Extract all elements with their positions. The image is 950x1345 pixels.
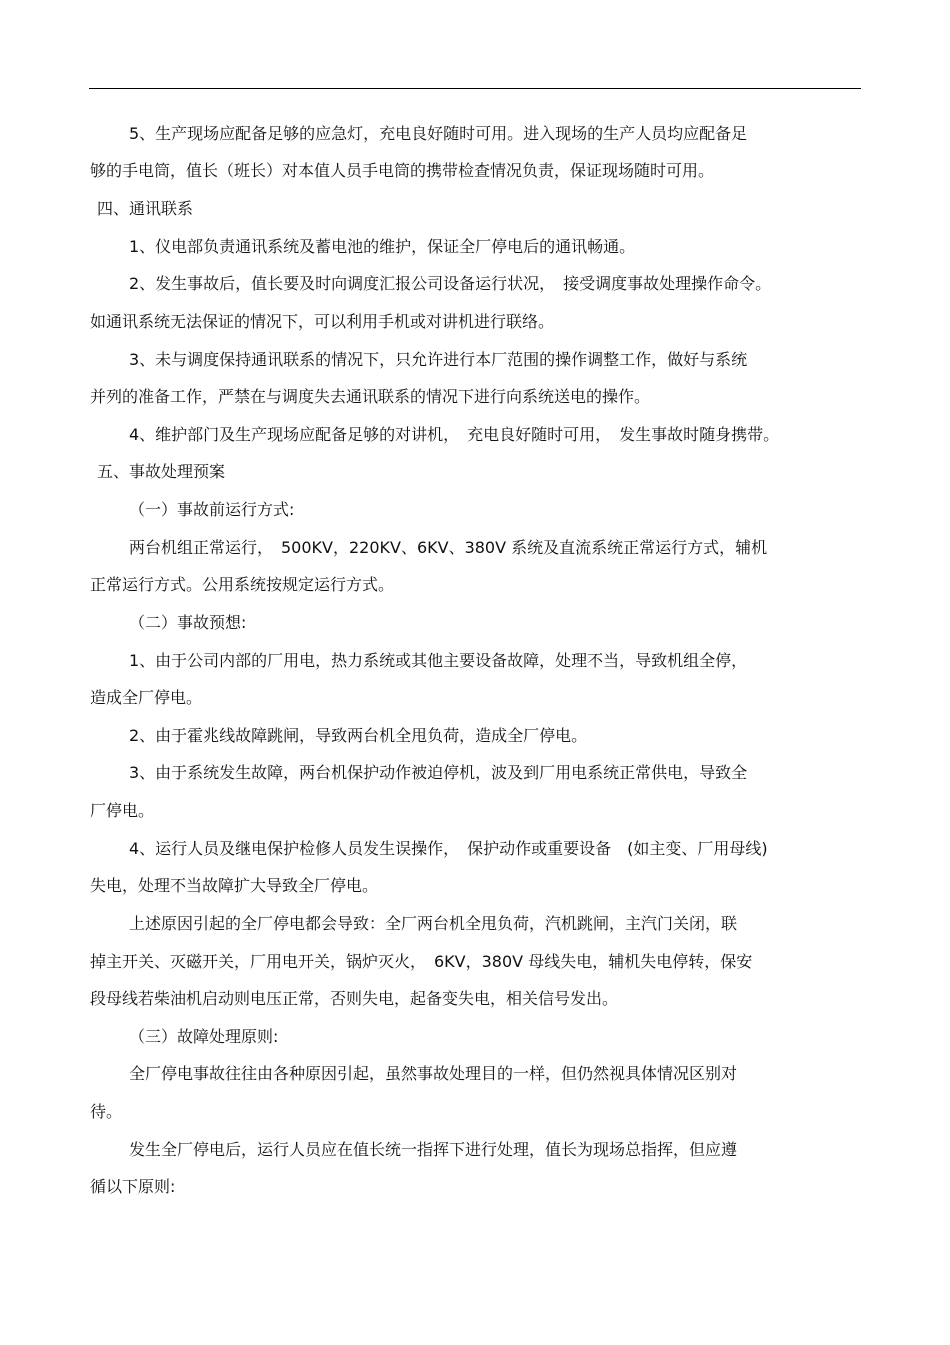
text-line: 上述原因引起的全厂停电都会导致：全厂两台机全甩负荷，汽机跳闸，主汽门关闭，联 (129, 914, 738, 933)
subsection-heading: （一）事故前运行方式: (129, 500, 295, 519)
text-line: 掉主开关、灭磁开关，厂用电开关，锅炉灭火， 6KV，380V 母线失电，辅机失电停转，保安 (90, 952, 753, 971)
text-line: 1、仪电部负责通讯系统及蓄电池的维护，保证全厂停电后的通讯畅通。 (129, 237, 636, 256)
text-line: 4、运行人员及继电保护检修人员发生误操作， 保护动作或重要设备 (如主变、厂用母线) (129, 839, 768, 858)
text-line: 3、由于系统发生故障，两台机保护动作被迫停机，波及到厂用电系统正常供电，导致全 (129, 763, 748, 782)
text-line: 失电，处理不当故障扩大导致全厂停电。 (90, 876, 379, 895)
text-line: 造成全厂停电。 (90, 688, 203, 707)
text-line: 1、由于公司内部的厂用电，热力系统或其他主要设备故障，处理不当，导致机组全停， (129, 651, 748, 670)
text-line: 循以下原则: (90, 1177, 176, 1196)
text-line: 厂停电。 (90, 801, 155, 820)
text-line: 两台机组正常运行， 500KV，220KV、6KV、380V 系统及直流系统正常运行方式，辅机 (129, 538, 768, 557)
text-line: 如通讯系统无法保证的情况下，可以利用手机或对讲机进行联络。 (90, 312, 555, 331)
text-line: 并列的准备工作，严禁在与调度失去通讯联系的情况下进行向系统送电的操作。 (90, 387, 651, 406)
text-line: 发生全厂停电后，运行人员应在值长统一指挥下进行处理，值长为现场总指挥，但应遵 (129, 1140, 738, 1159)
text-line: 2、发生事故后，值长要及时向调度汇报公司设备运行状况， 接受调度事故处理操作命令。 (129, 274, 772, 293)
subsection-heading: （二）事故预想: (129, 613, 247, 632)
header-rule (89, 88, 861, 89)
text-line: 段母线若柴油机启动则电压正常，否则失电，起备变失电，相关信号发出。 (90, 989, 619, 1008)
text-line: 5、生产现场应配备足够的应急灯，充电良好随时可用。进入现场的生产人员均应配备足 (129, 124, 748, 143)
text-line: 3、未与调度保持通讯联系的情况下，只允许进行本厂范围的操作调整工作，做好与系统 (129, 350, 748, 369)
subsection-heading: （三）故障处理原则: (129, 1027, 279, 1046)
text-line: 4、维护部门及生产现场应配备足够的对讲机， 充电良好随时可用， 发生事故时随身携带。 (129, 425, 780, 444)
text-line: 待。 (90, 1102, 123, 1121)
text-line: 够的手电筒，值长（班长）对本值人员手电筒的携带检查情况负责，保证现场随时可用。 (90, 161, 715, 180)
section-heading: 五、事故处理预案 (97, 462, 226, 481)
text-line: 2、由于霍兆线故障跳闸，导致两台机全甩负荷，造成全厂停电。 (129, 726, 588, 745)
section-heading: 四、通讯联系 (97, 199, 194, 218)
text-line: 全厂停电事故往往由各种原因引起，虽然事故处理目的一样，但仍然视具体情况区别对 (129, 1064, 738, 1083)
text-line: 正常运行方式。公用系统按规定运行方式。 (90, 575, 395, 594)
